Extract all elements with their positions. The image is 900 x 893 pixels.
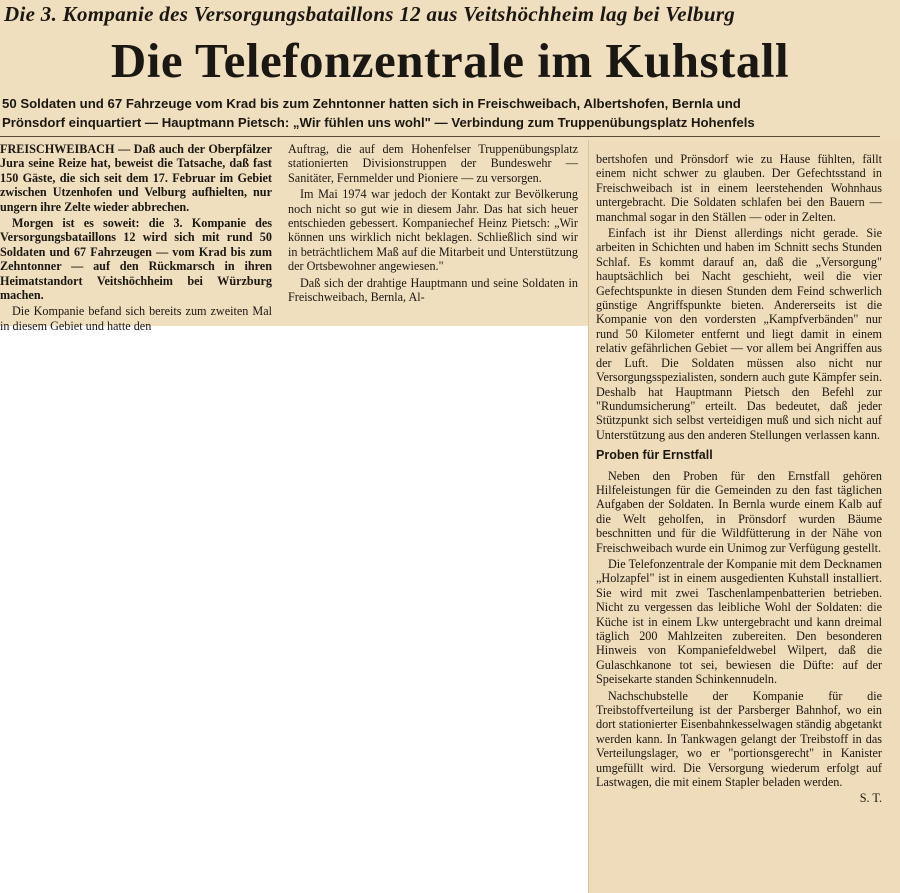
paragraph: Nachschubstelle der Kompanie für die Treibstoffverteilung ist der Parsberger Bahnhof, wo ein dort stationierter Eisenbahnkesselwagen ständig abgetankt werden kann. In Tankwagen gelangt der Treibstoff in das Verteilungslager, wo er "portionsgerecht" in Kanister umgefüllt wird. Die Versorgung wiederum erfolgt auf Lastwagen, die mit einem Stapler beladen werden.	[596, 688, 882, 790]
article-column-2	[288, 142, 578, 306]
article-column-3	[596, 152, 882, 808]
paragraph: Die Telefonzentrale der Kompanie mit dem Decknamen „Holzapfel" ist in einem ausgedienten Kuhstall installiert. Sie wird mit zwei Taschenlampenbatterien betrieben. Nicht zu vergessen das leibliche Wohl der Soldaten: die Küche ist in einem Lkw untergebracht und kann dreimal täglich 200 Mahlzeiten zubereiten. Den besonderen Hinweis von Kompaniefeldwebel Wilpert, daß die Gulaschkanone tot sei, bewiesen die Düfte: auf der Speisekarte standen Schinkennudeln.	[596, 556, 882, 687]
divider-rule	[0, 136, 880, 137]
paragraph: Die Kompanie befand sich bereits zum zweiten Mal in diesem Gebiet und hatte den	[0, 304, 272, 333]
paragraph: Im Mai 1974 war jedoch der Kontakt zur Bevölkerung noch nicht so gut wie in diesem Jahr. Das hat sich heuer entschieden gebessert. Kompaniechef Heinz Pietsch: „Wir können uns wirklich nicht beklagen. Schließlich sind wir in beträchtlichem Maß auf die Mitarbeit und Unterstützung der Ortsbewohner angewiesen."	[288, 187, 578, 274]
paragraph: Auftrag, die auf dem Hohenfelser Truppenübungsplatz stationierten Divisionstruppen der Bundeswehr — Sanitäter, Fernmelder und Pioniere — zu versorgen.	[288, 142, 578, 185]
subhead-line-1: 50 Soldaten und 67 Fahrzeuge vom Krad bis zum Zehntonner hatten sich in Freischweibach, Albertshofen, Bernla und	[2, 96, 741, 111]
author-signature: S. T.	[859, 791, 882, 806]
paragraph: FREISCHWEIBACH — Daß auch der Oberpfälzer Jura seine Reize hat, beweist die Tatsache, daß fast 150 Gäste, die sich seit dem 17. Februar im Gebiet zwischen Utzenhofen und Velburg aufhielten, nur ungern ihre Zelte wieder abbrechen.	[0, 142, 272, 214]
article-headline: Die Telefonzentrale im Kuhstall	[110, 33, 790, 88]
subhead-line-2: Prönsdorf einquartiert — Hauptmann Pietsch: „Wir fühlen uns wohl" — Verbindung zum Truppenübungsplatz Hohenfels	[2, 115, 755, 130]
section-subheading: Proben für Ernstfall	[596, 448, 713, 463]
paragraph: bertshofen und Prönsdorf wie zu Hause fühlten, fällt einem nicht schwer zu glauben. Der Gefechtsstand in Freischweibach ist in einem leerstehenden Wohnhaus untergebracht. Die Soldaten schlafen bei den Bauern — manchmal sogar in den Ställen — oder in Zelten.	[596, 152, 882, 224]
article-column-1	[0, 142, 272, 335]
paragraph: Morgen ist es soweit: die 3. Kompanie des Versorgungsbataillons 12 wird sich mit rund 50 Soldaten und 67 Fahrzeugen — vom Krad bis zum Zehntonner — auf den Rückmarsch in ihren Heimatstandort Veitshöchheim bei Würzburg machen.	[0, 216, 272, 303]
article-subhead	[2, 94, 898, 132]
paragraph: Einfach ist ihr Dienst allerdings nicht gerade. Sie arbeiten in Schichten und haben im Schnitt sechs Stunden Schlaf. Es kommt darauf an, daß die „Versorgung" hauptsächlich bei Nacht geschieht, weil die vier Gefechtspunkte in diesen Stunden dem Feind schwerlich günstige Angriffspunkte bieten. Andererseits ist die Kompanie von den vordersten „Kampfverbänden" nur rund 50 Kilometer entfernt und liegt damit in einem relativ gefährlichen Gebiet — vor allem bei Angriffen aus der Luft. Die Soldaten müssen also nicht nur Versorgungsspezialisten, sondern auch gute Kämpfer sein. Deshalb hat Hauptmann Pietsch den Befehl zur "Rundumsicherung" erteilt. Das bedeutet, daß jeder Stützpunkt sich selbst verteidigen muß und sich nicht auf Unterstützung aus den anderen Stellungen verlassen kann.	[596, 226, 882, 442]
paragraph: Neben den Proben für den Ernstfall gehören Hilfeleistungen für die Gemeinden zu den fast täglichen Aufgaben der Soldaten. In Bernla wurde einem Kalb auf die Welt geholfen, in Prönsdorf wurden Bäume beschnitten und für die Wildfütterung in der Nähe von Freischweibach wurde ein Unimog zur Verfügung gestellt.	[596, 468, 882, 555]
article-kicker: Die 3. Kompanie des Versorgungsbataillons 12 aus Veitshöchheim lag bei Velburg	[4, 2, 736, 26]
paragraph: Daß sich der drahtige Hauptmann und seine Soldaten in Freischweibach, Bernla, Al-	[288, 275, 578, 305]
